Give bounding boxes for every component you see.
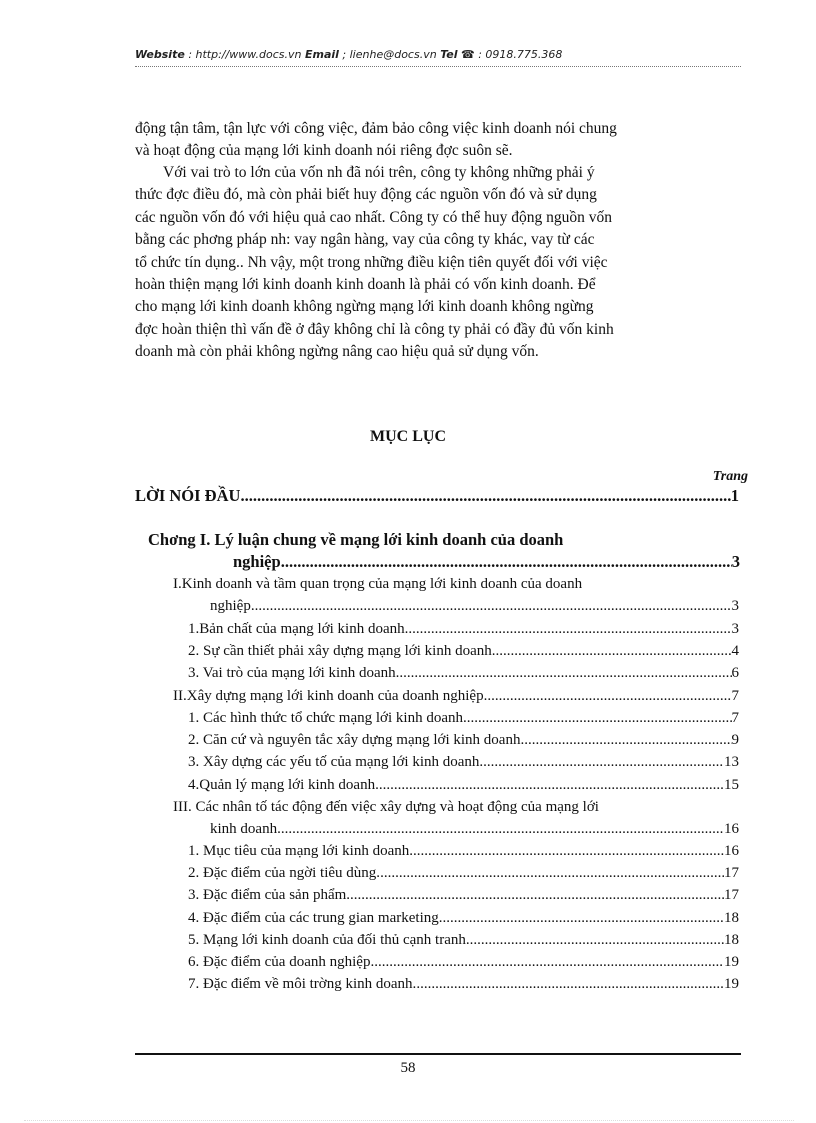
leader-dots: [524, 732, 731, 749]
text-line: Với vai trò to lớn của vốn nh đã nói trên, công ty không những phải ý: [163, 164, 595, 181]
toc-entry[interactable]: [188, 665, 739, 682]
toc-page-number: 16: [724, 843, 739, 859]
email-label: Email: [304, 48, 339, 61]
toc-entry-section-1[interactable]: [210, 598, 739, 615]
text-line: cho mạng lới kinh doanh không ngừng mạng lới kinh doanh không ngừng: [135, 298, 594, 316]
tel-value: : 0918.775.368: [478, 48, 563, 61]
toc-page-number: 9: [731, 732, 739, 748]
toc-entry-chapter-1[interactable]: [233, 552, 740, 572]
tel-label: Tel: [440, 48, 458, 61]
leader-dots: [442, 910, 724, 927]
leader-dots: [380, 865, 724, 882]
page-edge-divider: [24, 1120, 794, 1121]
toc-entry-text: 2. Sự cần thiết phải xây dựng mạng lới kinh doanh.: [188, 643, 496, 659]
toc-entry[interactable]: [188, 643, 739, 660]
website-label: Website: [135, 48, 185, 61]
leader-dots: [240, 486, 730, 506]
leader-dots: [416, 976, 724, 993]
text-line: tổ chức tín dụng.. Nh vậy, một trong những điều kiện tiên quyết đối với việc: [135, 253, 608, 271]
page-column-label: Trang: [712, 469, 748, 484]
toc-entry[interactable]: [188, 621, 739, 638]
leader-dots: [374, 954, 724, 971]
toc-entry[interactable]: [188, 910, 739, 927]
leader-dots: [379, 777, 724, 794]
toc-entry-intro[interactable]: [135, 486, 739, 506]
toc-entry-text: 6. Đặc điểm của doanh nghiệp.: [188, 954, 375, 970]
text-line: đợc hoàn thiện thì vấn đề ở đây không chỉ là công ty phải có đầy đủ vốn kinh: [135, 320, 614, 338]
phone-icon: ☎: [461, 48, 475, 61]
leader-dots: [483, 754, 724, 771]
text-line: thức đợc điều đó, mà còn phải biết huy động các nguồn vốn đó và sử dụng: [135, 186, 597, 204]
toc-entry-text: 3. Đặc điểm của sản phẩm.: [188, 887, 351, 903]
leader-dots: [470, 932, 724, 949]
leader-dots: [487, 688, 731, 705]
header-rule: [135, 66, 741, 67]
toc-page-number: 4: [731, 643, 739, 659]
toc-entry[interactable]: [188, 887, 739, 904]
toc-entry-text: 4.Quản lý mạng lới kinh doanh.: [188, 777, 379, 793]
toc-section-3-line1[interactable]: III. Các nhân tố tác động đến việc xây dựng và hoạt động của mạng lới: [173, 799, 599, 815]
leader-dots: [408, 621, 731, 638]
toc-entry-text: 3. Vai trò của mạng lới kinh doanh.: [188, 665, 400, 681]
page-header: [135, 48, 741, 61]
leader-dots: [467, 710, 732, 727]
footer-rule: [135, 1053, 741, 1055]
toc-entry-text: II.Xây dựng mạng lới kinh doanh của doanh nghiệp.: [173, 688, 488, 704]
leader-dots: [399, 665, 731, 682]
email-value[interactable]: ; lienhe@docs.vn: [342, 48, 437, 61]
leader-dots: [281, 552, 732, 572]
toc-entry-text: kinh doanh.: [210, 821, 281, 837]
text-line: bằng các phơng pháp nh: vay ngân hàng, vay của công ty khác, vay từ các: [135, 231, 595, 249]
toc-page-number: 17: [724, 887, 739, 903]
toc-page-number: 15: [724, 777, 739, 793]
toc-entry-text: 5. Mạng lới kinh doanh của đối thủ cạnh tranh.: [188, 932, 470, 948]
toc-entry-text: 2. Đặc điểm của ngời tiêu dùng.: [188, 865, 381, 881]
toc-entry-text: nghiệp: [233, 552, 281, 571]
toc-entry[interactable]: [188, 865, 739, 882]
text-line: doanh mà còn phải không ngừng nâng cao hiệu quả sử dụng vốn.: [135, 343, 539, 361]
toc-page-number: 19: [724, 954, 739, 970]
paragraph-1: [135, 118, 739, 163]
paragraph-2: [135, 162, 739, 364]
leader-dots: [350, 887, 724, 904]
text-line: và hoạt động của mạng lới kinh doanh nói riêng đợc suôn sẽ.: [135, 142, 513, 160]
toc-page-number: 16: [724, 821, 739, 837]
toc-entry-section-3[interactable]: [210, 821, 739, 838]
leader-dots: [255, 598, 732, 615]
toc-entry[interactable]: [188, 754, 739, 771]
text-line: động tận tâm, tận lực với công việc, đảm bảo công việc kinh doanh nói chung: [135, 120, 617, 137]
toc-entry[interactable]: [188, 710, 739, 727]
leader-dots: [281, 821, 724, 838]
toc-chapter-1-line1[interactable]: Chơng I. Lý luận chung về mạng lới kinh doanh của doanh: [148, 530, 564, 549]
toc-page-number: 13: [724, 754, 739, 770]
toc-page-number: 17: [724, 865, 739, 881]
toc-entry[interactable]: [188, 732, 739, 749]
toc-entry[interactable]: [188, 777, 739, 794]
toc-entry-text: 4. Đặc điểm của các trung gian marketing.: [188, 910, 443, 926]
toc-entry[interactable]: [188, 932, 739, 949]
toc-entry-text: 1. Mục tiêu của mạng lới kinh doanh.: [188, 843, 413, 859]
page-number: 58: [400, 1060, 416, 1076]
toc-page-number: 19: [724, 976, 739, 992]
toc-title: MỤC LỤC: [370, 428, 446, 445]
toc-entry-text: nghiệp.: [210, 598, 255, 614]
toc-entry-text: LỜI NÓI ĐẦU: [135, 486, 241, 505]
toc-page-number: 1: [730, 486, 739, 505]
text-line: hoàn thiện mạng lới kinh doanh kinh doanh là phải có vốn kinh doanh. Để: [135, 276, 596, 294]
toc-entry[interactable]: [188, 954, 739, 971]
toc-page-number: 7: [731, 710, 739, 726]
toc-page-number: 3: [731, 621, 739, 637]
text-line: các nguồn vốn đó với hiệu quả cao nhất. Công ty có thể huy động nguồn vốn: [135, 208, 612, 226]
toc-section-1-line1[interactable]: I.Kinh doanh và tầm quan trọng của mạng lới kinh doanh của doanh: [173, 576, 583, 592]
toc-entry[interactable]: [188, 976, 739, 993]
toc-entry-text: 1. Các hình thức tổ chức mạng lới kinh doanh.: [188, 710, 467, 726]
toc-entry[interactable]: [188, 843, 739, 860]
toc-entry-text: 2. Căn cứ và nguyên tắc xây dựng mạng lới kinh doanh.: [188, 732, 525, 748]
leader-dots: [413, 843, 724, 860]
toc-entry-text: 7. Đặc điểm về môi trờng kinh doanh.: [188, 976, 417, 992]
toc-page-number: 3: [731, 552, 740, 571]
toc-page-number: 7: [731, 688, 739, 704]
toc-entry-text: 1.Bản chất của mạng lới kinh doanh.: [188, 621, 409, 637]
toc-entry-text: 3. Xây dựng các yếu tố của mạng lới kinh doanh.: [188, 754, 484, 770]
toc-entry-section-2[interactable]: [173, 688, 739, 705]
leader-dots: [495, 643, 731, 660]
toc-page-number: 18: [724, 932, 739, 948]
toc-page-number: 3: [731, 598, 739, 614]
toc-page-number: 6: [731, 665, 739, 681]
website-value[interactable]: : http://www.docs.vn: [188, 48, 302, 61]
toc-page-number: 18: [724, 910, 739, 926]
